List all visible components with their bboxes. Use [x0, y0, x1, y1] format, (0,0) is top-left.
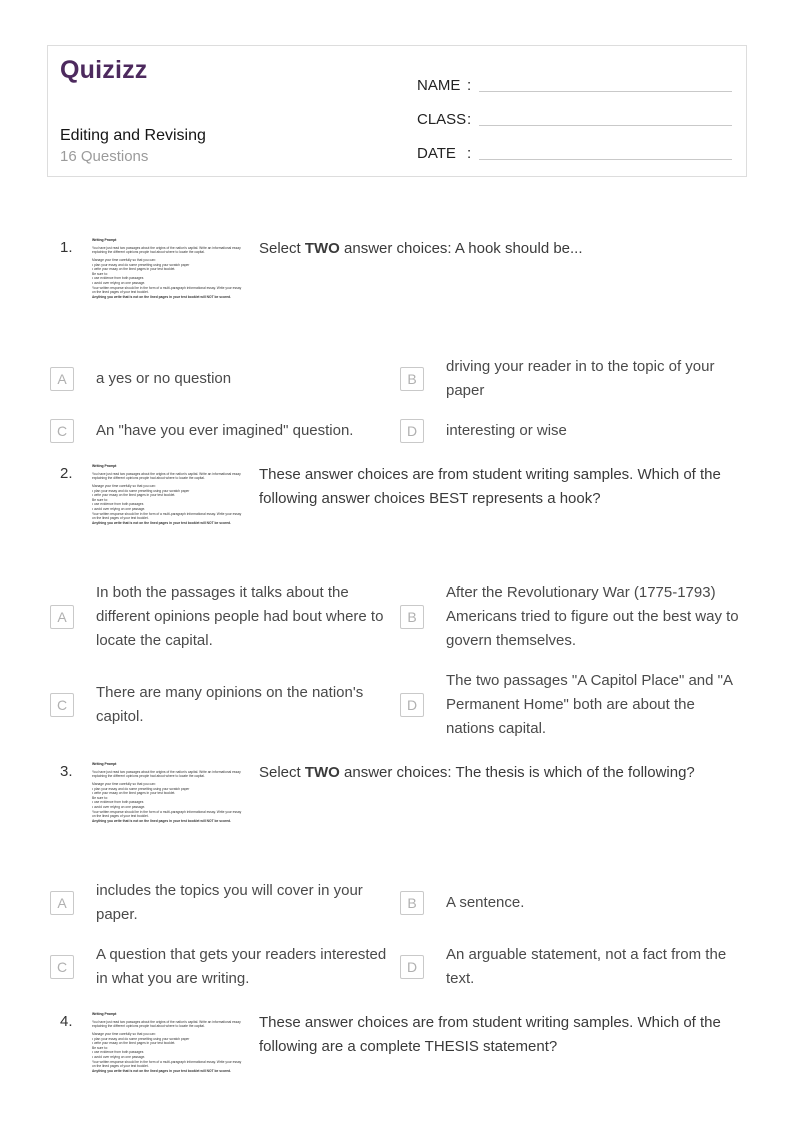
- question-text: [259, 761, 725, 785]
- field-colon: :: [467, 77, 472, 94]
- quizizz-logo: Quizizz: [60, 56, 148, 84]
- question-text-segment: TWO: [304, 764, 340, 781]
- question-header: [47, 761, 747, 861]
- thumbnail-line: • plan your essay and do some prewriting using your scratch paper: [92, 488, 190, 493]
- thumbnail-line: • plan your essay and do some prewriting using your scratch paper: [92, 1036, 190, 1041]
- writing-prompt-thumbnail: [90, 237, 244, 337]
- question-header: [47, 1011, 747, 1111]
- thumbnail-line: Manage your time carefully so that you can:: [92, 781, 156, 786]
- field-label: NAME: [417, 77, 461, 94]
- question-text-segment: These answer choices are from student writing samples. Which of the following answer choices BEST represents a hook?: [259, 466, 721, 507]
- choice-letter-box: D: [400, 955, 424, 979]
- choice-letter-box: B: [400, 605, 424, 629]
- question-item: [47, 237, 747, 443]
- choice-text: A sentence.: [446, 894, 525, 911]
- worksheet-header: [47, 45, 747, 177]
- thumbnail-body: [92, 246, 242, 300]
- choice-letter-box: D: [400, 693, 424, 717]
- thumbnail-line: Be sure to:: [92, 795, 108, 800]
- quiz-title-block: [60, 126, 417, 166]
- answer-choice: [47, 943, 397, 991]
- choice-text: a yes or no question: [96, 370, 232, 387]
- thumbnail-line: • write your essay on the lined pages in your test booklet.: [92, 493, 176, 498]
- thumbnail-line: You have just read two passages about the origins of the nation's capital. Write an informational essay explaining the different opinions people had about where to locate the capital.: [92, 471, 241, 481]
- answer-choice: [47, 669, 397, 741]
- writing-prompt-thumbnail: [90, 1011, 244, 1111]
- question-text-segment: Select: [259, 240, 305, 257]
- answer-choices: [47, 355, 747, 443]
- field-colon: :: [467, 111, 472, 128]
- thumbnail-line: Your written response should be in the form of a multi-paragraph informational essay. Write your essay on the lined pages of your test booklet.: [92, 1059, 242, 1069]
- thumbnail-line: You have just read two passages about the origins of the nation's capital. Write an informational essay explaining the different opinions people had about where to locate the capital.: [92, 245, 241, 255]
- question-text-segment: TWO: [304, 240, 340, 257]
- thumbnail-line: • write your essay on the lined pages in your test booklet.: [92, 267, 176, 272]
- thumbnail-line: • avoid over relying on one passage.: [92, 805, 146, 810]
- question-number: 2.: [60, 465, 73, 482]
- thumbnail-line: Your written response should be in the form of a multi-paragraph informational essay. Write your essay on the lined pages of your test booklet.: [92, 809, 242, 819]
- header-left: [60, 58, 417, 166]
- thumbnail-line: • write your essay on the lined pages in your test booklet.: [92, 1041, 176, 1046]
- thumbnail-body: [92, 770, 242, 824]
- question-text: [259, 1011, 725, 1059]
- question-text-segment: answer choices: A hook should be...: [339, 240, 583, 257]
- choice-text: includes the topics you will cover in your paper.: [96, 882, 363, 923]
- thumbnail-line: Your written response should be in the form of a multi-paragraph informational essay. Write your essay on the lined pages of your test booklet.: [92, 511, 242, 521]
- field-write-in-line: [479, 125, 732, 126]
- thumbnail-line: • use evidence from both passages: [92, 276, 144, 281]
- thumbnail-line: • avoid over relying on one passage.: [92, 1055, 146, 1060]
- question-number: 3.: [60, 763, 73, 780]
- field-write-in-line: [479, 159, 732, 160]
- answer-choice: [397, 943, 747, 991]
- thumbnail-line: Be sure to:: [92, 271, 108, 276]
- choice-letter-box: A: [50, 367, 74, 391]
- question-text: [259, 463, 725, 511]
- choice-text: There are many opinions on the nation's capitol.: [96, 684, 364, 725]
- thumbnail-body: [92, 1020, 242, 1074]
- question-item: [47, 1011, 747, 1111]
- writing-prompt-thumbnail: [90, 761, 244, 861]
- thumbnail-line: Anything you write that is not on the lined pages in your test booklet will NOT be scored.: [92, 294, 232, 299]
- choice-text: driving your reader in to the topic of your paper: [446, 358, 715, 399]
- choice-letter-box: B: [400, 891, 424, 915]
- question-text-segment: These answer choices are from student writing samples. Which of the following are a complete THESIS statement?: [259, 1014, 721, 1055]
- question-text-segment: Select: [259, 764, 305, 781]
- writing-prompt-thumbnail: [90, 463, 244, 563]
- student-info-field-row: [417, 60, 732, 94]
- field-colon: :: [467, 145, 472, 162]
- thumbnail-line: Be sure to:: [92, 497, 108, 502]
- header-fields: [417, 58, 732, 166]
- question-number: 4.: [60, 1013, 73, 1030]
- choice-text: An "have you ever imagined" question.: [96, 422, 354, 439]
- question-text-segment: answer choices: The thesis is which of the following?: [339, 764, 695, 781]
- question-header: [47, 463, 747, 563]
- field-write-in-line: [479, 91, 732, 92]
- thumbnail-line: • use evidence from both passages: [92, 1050, 144, 1055]
- thumbnail-heading: Writing Prompt: [92, 464, 117, 468]
- student-info-field-row: [417, 128, 732, 162]
- thumbnail-line: • plan your essay and do some prewriting using your scratch paper: [92, 786, 190, 791]
- question-number: 1.: [60, 239, 73, 256]
- answer-choice: [47, 419, 397, 443]
- thumbnail-heading: Writing Prompt: [92, 762, 117, 766]
- thumbnail-line: Manage your time carefully so that you can:: [92, 483, 156, 488]
- field-label: DATE: [417, 145, 456, 162]
- choice-text: The two passages "A Capitol Place" and "A Permanent Home" both are about the nations capital.: [446, 672, 733, 737]
- choice-text: In both the passages it talks about the different opinions people had bout where to locate the capital.: [96, 584, 384, 649]
- answer-choice: [47, 355, 397, 403]
- thumbnail-line: • avoid over relying on one passage.: [92, 507, 146, 512]
- question-list: [0, 237, 794, 1111]
- question-text: [259, 237, 725, 261]
- choice-text: An arguable statement, not a fact from the text.: [446, 946, 727, 987]
- answer-choice: [397, 669, 747, 741]
- thumbnail-heading: Writing Prompt: [92, 1012, 117, 1016]
- thumbnail-line: • plan your essay and do some prewriting using your scratch paper: [92, 262, 190, 267]
- quiz-title: Editing and Revising: [60, 126, 206, 144]
- choice-letter-box: B: [400, 367, 424, 391]
- question-item: [47, 761, 747, 991]
- student-info-field-row: [417, 94, 732, 128]
- choice-letter-box: D: [400, 419, 424, 443]
- answer-choice: [397, 355, 747, 403]
- thumbnail-line: You have just read two passages about the origins of the nation's capital. Write an informational essay explaining the different opinions people had about where to locate the capital.: [92, 1019, 241, 1029]
- thumbnail-line: Be sure to:: [92, 1045, 108, 1050]
- thumbnail-body: [92, 472, 242, 526]
- choice-text: A question that gets your readers interested in what you are writing.: [96, 946, 387, 987]
- thumbnail-line: Anything you write that is not on the lined pages in your test booklet will NOT be scored.: [92, 520, 232, 525]
- thumbnail-line: • use evidence from both passages: [92, 502, 144, 507]
- choice-text: interesting or wise: [446, 422, 567, 439]
- thumbnail-heading: Writing Prompt: [92, 238, 117, 242]
- thumbnail-line: Anything you write that is not on the lined pages in your test booklet will NOT be scored.: [92, 1068, 232, 1073]
- choice-letter-box: A: [50, 891, 74, 915]
- thumbnail-line: You have just read two passages about the origins of the nation's capital. Write an informational essay explaining the different opinions people had about where to locate the capital.: [92, 769, 241, 779]
- question-item: [47, 463, 747, 741]
- thumbnail-line: • use evidence from both passages: [92, 800, 144, 805]
- answer-choice: [47, 879, 397, 927]
- question-header: [47, 237, 747, 337]
- choice-letter-box: C: [50, 955, 74, 979]
- thumbnail-line: Anything you write that is not on the lined pages in your test booklet will NOT be scored.: [92, 818, 232, 823]
- thumbnail-line: Your written response should be in the form of a multi-paragraph informational essay. Write your essay on the lined pages of your test booklet.: [92, 285, 242, 295]
- answer-choice: [397, 879, 747, 927]
- thumbnail-line: • avoid over relying on one passage.: [92, 281, 146, 286]
- choice-letter-box: A: [50, 605, 74, 629]
- choice-letter-box: C: [50, 419, 74, 443]
- choice-text: After the Revolutionary War (1775-1793) Americans tried to figure out the best way to govern themselves.: [446, 584, 739, 649]
- answer-choice: [47, 581, 397, 653]
- answer-choices: [47, 581, 747, 741]
- answer-choices: [47, 879, 747, 991]
- choice-letter-box: C: [50, 693, 74, 717]
- answer-choice: [397, 581, 747, 653]
- thumbnail-line: Manage your time carefully so that you can:: [92, 1031, 156, 1036]
- thumbnail-line: • write your essay on the lined pages in your test booklet.: [92, 791, 176, 796]
- answer-choice: [397, 419, 747, 443]
- field-label: CLASS: [417, 111, 467, 128]
- thumbnail-line: Manage your time carefully so that you can:: [92, 257, 156, 262]
- quiz-question-count: 16 Questions: [60, 147, 149, 165]
